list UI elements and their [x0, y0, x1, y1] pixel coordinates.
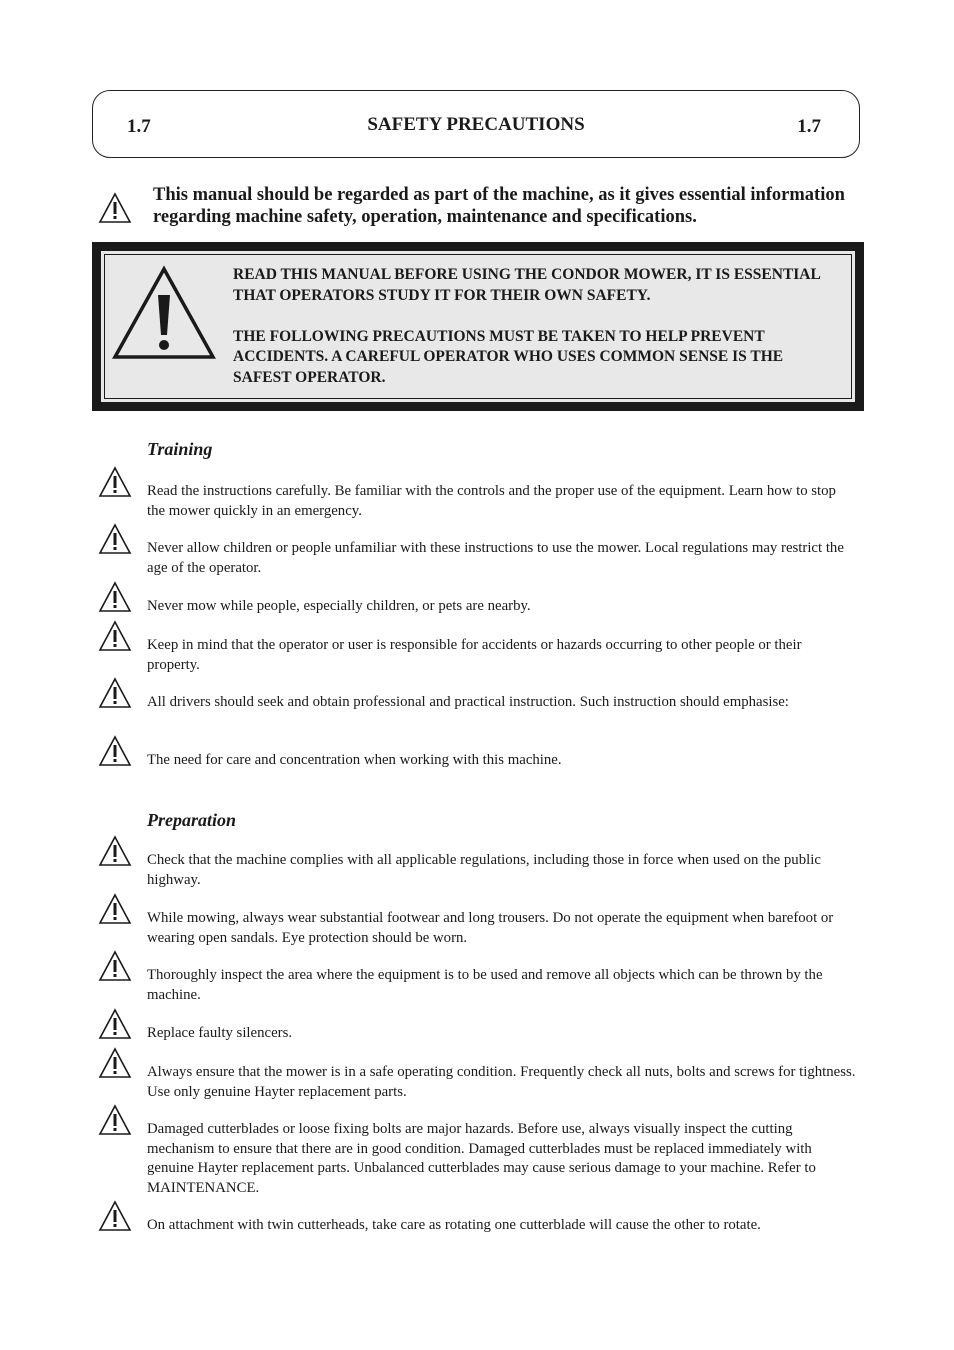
warning-triangle-icon — [98, 835, 132, 867]
item-text: Replace faulty silencers. — [147, 1025, 293, 1041]
warning-triangle-icon — [98, 620, 132, 652]
section-number-left: 1.7 — [127, 116, 151, 137]
section-number-right: 1.7 — [797, 116, 821, 137]
warning-triangle-icon — [98, 677, 132, 709]
item-text: Never mow while people, especially children, or pets are nearby. — [147, 598, 531, 614]
warning-triangle-icon — [98, 523, 132, 555]
item-text: On attachment with twin cutterheads, take care as rotating one cutterblade will cause the other to rotate. — [147, 1217, 761, 1233]
warning-triangle-icon — [98, 192, 132, 224]
warning-triangle-icon — [98, 581, 132, 613]
item-text: Never allow children or people unfamiliar with these instructions to use the mower. Local regulations may restrict the age of the operator. — [147, 540, 844, 576]
page-title: SAFETY PRECAUTIONS — [367, 114, 585, 135]
warning-panel — [92, 242, 864, 411]
item-text: All drivers should seek and obtain professional and practical instruction. Such instruction should emphasise: — [147, 694, 789, 710]
preparation-heading: Preparation — [147, 810, 237, 830]
item-text: Check that the machine complies with all applicable regulations, including those in force when used on the public highway. — [147, 852, 821, 888]
warning-triangle-icon — [98, 893, 132, 925]
warning-panel-text — [233, 265, 843, 388]
large-warning-triangle-icon — [111, 265, 217, 361]
item-text: Thoroughly inspect the area where the equipment is to be used and remove all objects which can be thrown by the machine. — [147, 967, 823, 1003]
warning-triangle-icon — [98, 1047, 132, 1079]
warning-paragraph-2: THE FOLLOWING PRECAUTIONS MUST BE TAKEN TO HELP PREVENT ACCIDENTS. A CAREFUL OPERATOR WHO USES COMMON SENSE IS THE SAFEST OPERATOR. — [233, 327, 784, 386]
warning-triangle-icon — [98, 466, 132, 498]
item-text: While mowing, always wear substantial footwear and long trousers. Do not operate the equipment when barefoot or wearing open sandals. Eye protection should be worn. — [147, 910, 834, 946]
training-heading: Training — [147, 439, 213, 459]
item-text: The need for care and concentration when working with this machine. — [147, 752, 562, 768]
item-text: Keep in mind that the operator or user is responsible for accidents or hazards occurring to other people or their property. — [147, 637, 802, 673]
warning-triangle-icon — [98, 735, 132, 767]
item-text: Read the instructions carefully. Be familiar with the controls and the proper use of the equipment. Learn how to stop the mower quickly in an emergency. — [147, 483, 836, 519]
item-text: Damaged cutterblades or loose fixing bolts are major hazards. Before use, always visually inspect the cutting mechanism to ensure that there are in good condition. Damaged cutterblades must be replaced immediately with genuine Hayter replacement parts. Unbalanced cutterblades may cause serious damage to your machine. Refer to MAINTENANCE. — [147, 1121, 816, 1196]
item-text: Always ensure that the mower is in a safe operating condition. Frequently check all nuts, bolts and screws for tightness. Use only genuine Hayter replacement parts. — [147, 1064, 856, 1100]
warning-triangle-icon — [98, 1200, 132, 1232]
warning-triangle-icon — [98, 950, 132, 982]
warning-triangle-icon — [98, 1008, 132, 1040]
warning-triangle-icon — [98, 1104, 132, 1136]
warning-paragraph-1: READ THIS MANUAL BEFORE USING THE CONDOR MOWER, IT IS ESSENTIAL THAT OPERATORS STUDY IT FOR THEIR OWN SAFETY. — [233, 266, 820, 304]
intro-text: This manual should be regarded as part of the machine, as it gives essential information regarding machine safety, operation, maintenance and specifications. — [153, 185, 845, 227]
section-header — [92, 90, 860, 158]
